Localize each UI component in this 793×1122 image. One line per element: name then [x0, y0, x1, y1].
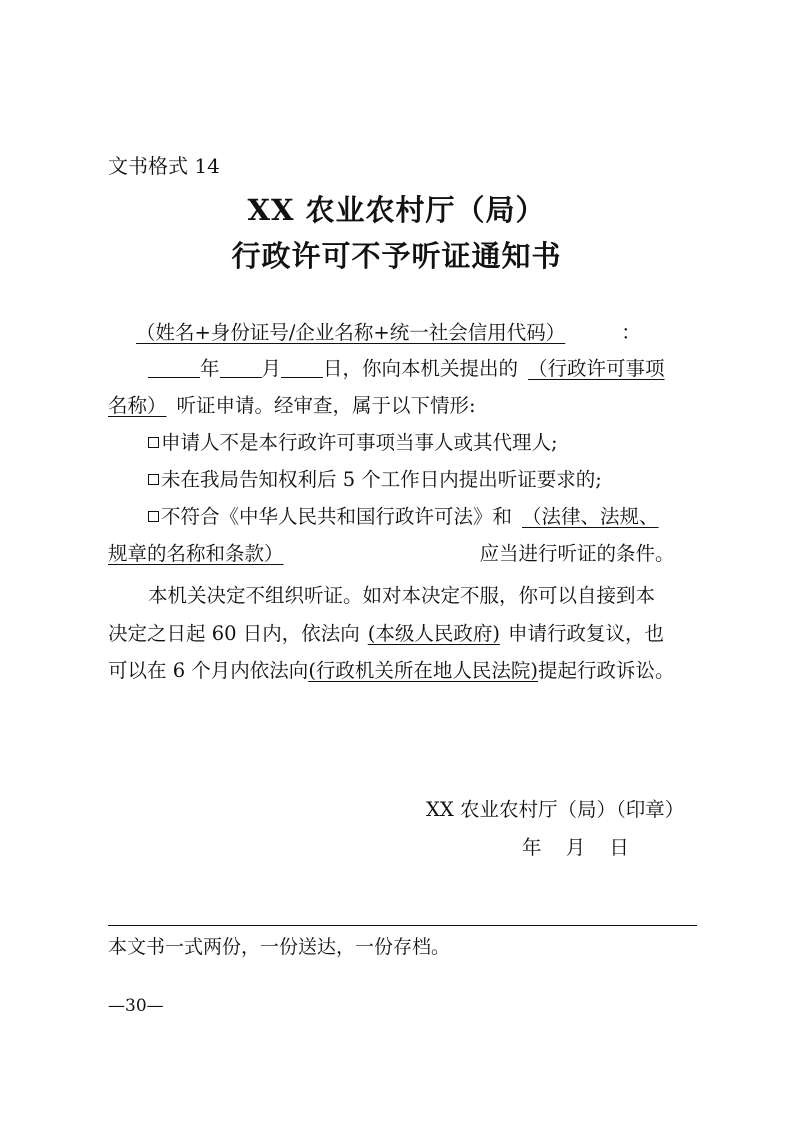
addressee-field: （姓名+身份证号/企业名称+统一社会信用代码）	[136, 321, 566, 344]
law-names-field: （法律、法规、	[522, 505, 659, 528]
review-text-tail: 申请行政复议，也	[507, 622, 664, 645]
footer-divider	[108, 925, 697, 926]
review-line	[108, 614, 664, 653]
addressee-line	[108, 313, 641, 352]
option-item	[148, 460, 602, 499]
litigation-text: 可以在 6 个月内依法向	[108, 659, 309, 682]
law-condition-text: 应当进行听证的条件。	[479, 542, 675, 565]
option-label: 未在我局告知权利后 5 个工作日内提出听证要求的;	[161, 468, 602, 491]
law-names-field-cont: 规章的名称和条款）	[108, 542, 284, 565]
document-title-authority: XX 农业农村厅（局）	[247, 193, 546, 227]
month-blank	[220, 355, 262, 378]
year-blank	[148, 355, 200, 378]
issuer-signature: XX 农业农村厅（局）（印章）	[426, 798, 685, 821]
year-label: 年	[200, 357, 220, 380]
litigation-line	[108, 651, 675, 690]
footer-note: 本文书一式两份，一份送达，一份存档。	[108, 936, 451, 958]
checkbox-icon[interactable]	[148, 511, 159, 522]
checkbox-icon[interactable]	[148, 474, 159, 485]
request-text: 听证申请。经审查，属于以下情形:	[176, 394, 476, 417]
review-authority-field: (本级人民政府)	[367, 622, 500, 645]
addressee-colon: ：	[621, 321, 641, 344]
option-item	[148, 423, 558, 462]
permit-item-field-cont: 名称）	[108, 394, 167, 417]
document-format-label: 文书格式 14	[108, 154, 220, 178]
review-text: 决定之日起 60 日内，依法向	[108, 622, 360, 645]
checkbox-icon[interactable]	[148, 437, 159, 448]
month-label: 月	[261, 357, 282, 380]
option-label: 申请人不是本行政许可事项当事人或其代理人;	[161, 431, 558, 454]
decision-text: 本机关决定不组织听证。如对本决定不服，你可以自接到本	[148, 584, 656, 607]
permit-item-field: （行政许可事项	[528, 357, 665, 380]
page-number: —30—	[108, 996, 164, 1016]
law-condition-line	[108, 534, 675, 573]
court-field: (行政机关所在地人民法院)	[308, 659, 539, 682]
option-item	[148, 497, 659, 536]
litigation-text-tail: 提起行政诉讼。	[538, 659, 675, 682]
request-line	[108, 386, 476, 425]
document-title-notice: 行政许可不予听证通知书	[231, 239, 562, 273]
option-label: 不符合《中华人民共和国行政许可法》和	[161, 505, 513, 528]
sign-date: 年 月 日	[522, 836, 629, 859]
date-line	[148, 349, 665, 388]
day-label: 日，你向本机关提出的	[323, 357, 519, 380]
day-blank	[281, 355, 323, 378]
